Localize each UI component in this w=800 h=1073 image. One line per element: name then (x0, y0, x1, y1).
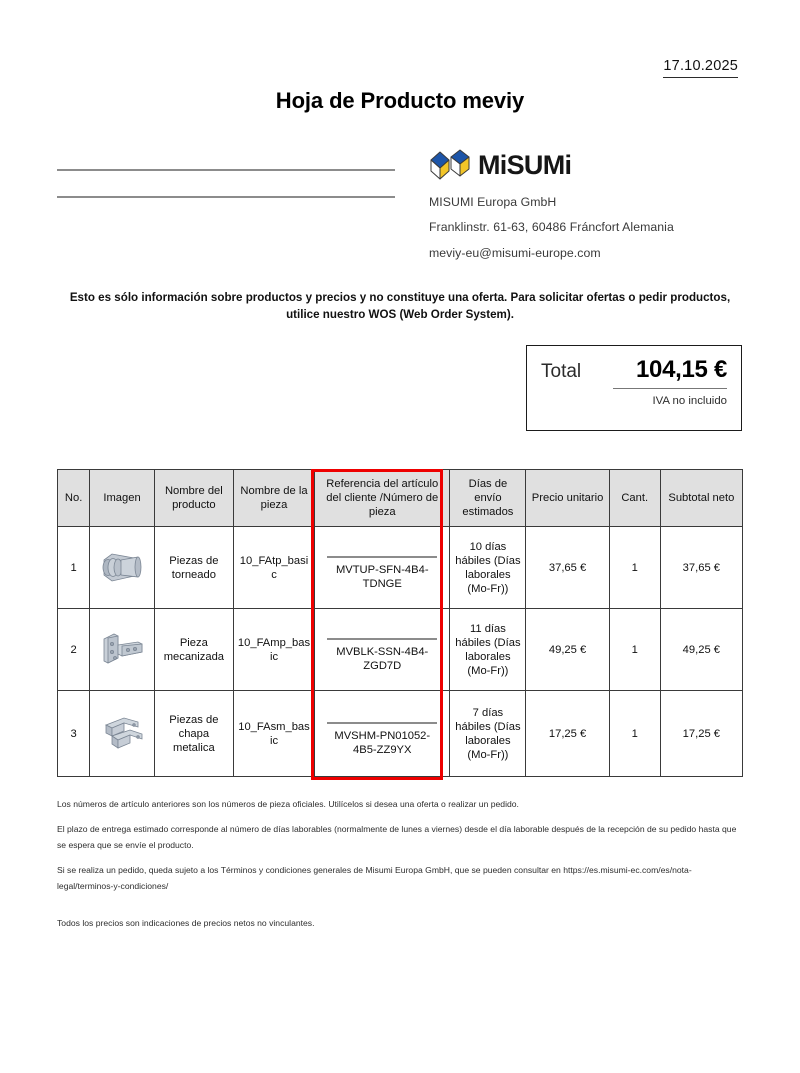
sheet-metal-bracket-thumbnail-icon (94, 709, 150, 759)
header-quantity: Cant. (609, 470, 660, 527)
blank-address-line-2 (57, 196, 395, 198)
row-subtotal: 49,25 € (660, 609, 742, 691)
total-amount: 104,15 € (635, 356, 727, 383)
footer-note-3: Si se realiza un pedido, queda sujeto a los Términos y condiciones generales de Misumi Europa GmbH, que se pueden consultar en https://es.misumi-ec.com/es/nota-legal/terminos-y-condiciones/ (57, 864, 692, 891)
row-image (90, 691, 155, 777)
row-image (90, 527, 155, 609)
product-table (57, 469, 743, 777)
row-image (90, 609, 155, 691)
row-subtotal: 37,65 € (660, 527, 742, 609)
row-unit-price: 17,25 € (526, 691, 609, 777)
header-subtotal: Subtotal neto (660, 470, 742, 527)
row-shipping-days: 10 días hábiles (Días laborales (Mo-Fr)) (450, 527, 526, 609)
page-title: Hoja de Producto meviy (275, 88, 525, 113)
date-value: 17.10.2025 (663, 58, 738, 78)
row-unit-price: 37,65 € (526, 527, 609, 609)
row-customer-reference[interactable] (315, 691, 450, 777)
row-customer-reference[interactable] (315, 527, 450, 609)
row-quantity: 1 (609, 609, 660, 691)
total-label: Total (541, 361, 582, 382)
total-box (526, 345, 742, 431)
row-product-name: Pieza mecanizada (154, 609, 233, 691)
header-shipping-days: Días de envío estimados (450, 470, 526, 527)
reference-field-rule (327, 638, 437, 639)
total-underline (613, 388, 727, 389)
row-number: 3 (58, 691, 90, 777)
company-name: MISUMI Europa GmbH (429, 195, 557, 209)
footer-note-1: Los números de artículo anteriores son los números de pieza oficiales. Utilícelos si desea una oferta o realizar un pedido. (57, 799, 519, 809)
row-number: 2 (58, 609, 90, 691)
table-row (58, 691, 743, 777)
reference-value: MVTUP-SFN-4B4-TDNGE (335, 563, 429, 591)
row-part-name: 10_FAmp_basic (233, 609, 314, 691)
row-customer-reference[interactable] (315, 609, 450, 691)
company-block (429, 148, 759, 272)
header-part-name: Nombre de la pieza (233, 470, 314, 527)
row-quantity: 1 (609, 527, 660, 609)
row-unit-price: 49,25 € (526, 609, 609, 691)
machined-l-bracket-thumbnail-icon (94, 625, 150, 675)
footer-note-2: El plazo de entrega estimado corresponde al número de días laborables (normalmente de lunes a viernes) desde el día laborable después de la recepción de su pedido hasta que se espera que se envíe el producto. (57, 823, 737, 850)
tax-note: IVA no incluido (652, 395, 727, 408)
header-customer-reference: Referencia del artículo del cliente /Número de pieza (315, 470, 450, 527)
document-date (663, 57, 738, 78)
misumi-wordmark: MiSUMi (478, 149, 572, 180)
misumi-logo (429, 148, 759, 182)
turned-cylindrical-part-thumbnail-icon (94, 543, 150, 593)
reference-value: MVSHM-PN01052-4B5-ZZ9YX (334, 729, 431, 757)
company-email: meviy-eu@misumi-europe.com (429, 245, 601, 260)
row-part-name: 10_FAtp_basic (233, 527, 314, 609)
misumi-cube-logo-icon (429, 149, 471, 182)
row-number: 1 (58, 527, 90, 609)
footer-note-4: Todos los precios son indicaciones de precios netos no vinculantes. (57, 918, 315, 929)
row-quantity: 1 (609, 691, 660, 777)
table-header-row (58, 470, 743, 527)
header-no: No. (58, 470, 90, 527)
table-row (58, 527, 743, 609)
row-product-name: Piezas de torneado (154, 527, 233, 609)
offer-disclaimer: Esto es sólo información sobre productos y precios y no constituye una oferta. Para solicitar ofertas o pedir productos, utilice nuestro WOS (Web Order System). (69, 291, 731, 321)
header-product-name: Nombre del producto (154, 470, 233, 527)
header-image: Imagen (90, 470, 155, 527)
row-part-name: 10_FAsm_basic (233, 691, 314, 777)
row-shipping-days: 7 días hábiles (Días laborales (Mo-Fr)) (450, 691, 526, 777)
table-row (58, 609, 743, 691)
header-unit-price: Precio unitario (526, 470, 609, 527)
reference-value: MVBLK-SSN-4B4-ZGD7D (336, 645, 429, 673)
footer-notes (57, 797, 747, 941)
reference-field-rule (327, 722, 437, 723)
row-shipping-days: 11 días hábiles (Días laborales (Mo-Fr)) (450, 609, 526, 691)
reference-field-rule (327, 556, 437, 557)
blank-address-line-1 (57, 169, 395, 171)
row-subtotal: 17,25 € (660, 691, 742, 777)
company-address: Franklinstr. 61-63, 60486 Fráncfort Alemania (429, 220, 674, 235)
row-product-name: Piezas de chapa metalica (154, 691, 233, 777)
